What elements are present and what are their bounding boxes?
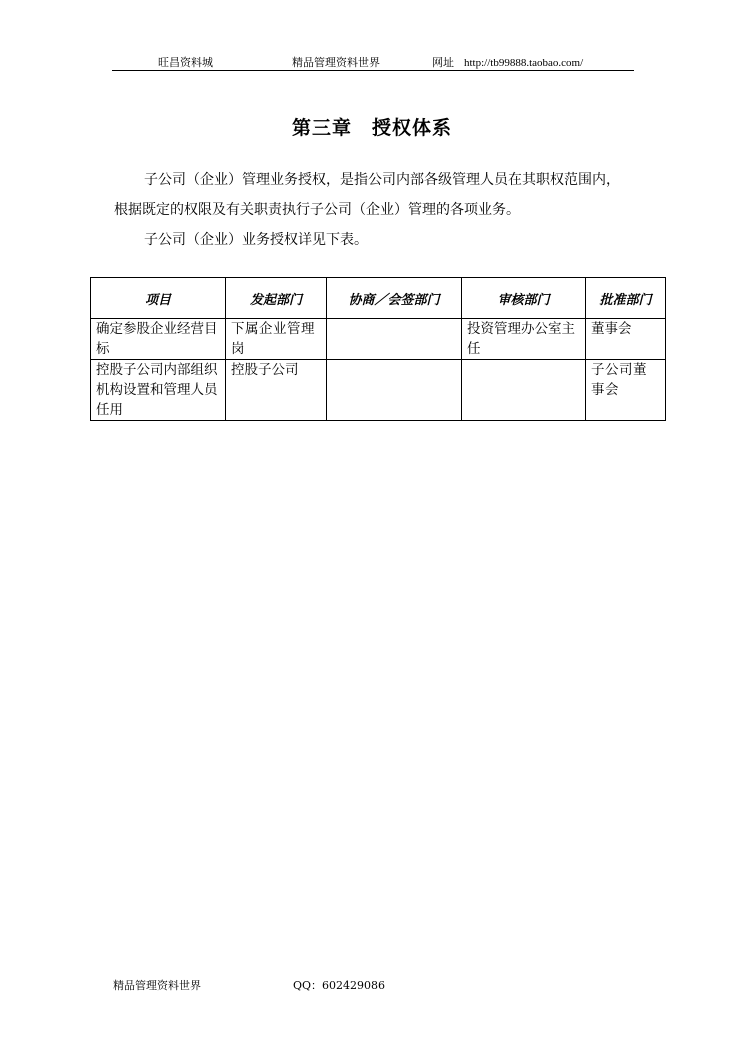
- column-header-review: 审核部门: [462, 278, 586, 319]
- table-row: [91, 319, 666, 360]
- header-url-label: 网址: [432, 56, 454, 69]
- column-header-initiator: 发起部门: [226, 278, 327, 319]
- table-row: [91, 360, 666, 421]
- header-middle-text: 精品管理资料世界: [292, 56, 380, 69]
- header-url-block: [432, 54, 583, 70]
- header-url-link[interactable]: http://tb99888.taobao.com/: [464, 57, 584, 69]
- table-cell: 控股子公司内部组织机构设置和管理人员任用: [91, 360, 226, 421]
- table-cell: 控股子公司: [226, 360, 327, 421]
- table-cell: 董事会: [586, 319, 666, 360]
- column-header-item: 项目: [91, 278, 226, 319]
- table-cell: 确定参股企业经营目标: [91, 319, 226, 360]
- table-cell: 下属企业管理岗: [226, 319, 327, 360]
- table-cell: [327, 360, 462, 421]
- chapter-title: 第三章 授权体系: [291, 117, 452, 139]
- table-cell: 投资管理办公室主任: [462, 319, 586, 360]
- paragraph-2: 根据既定的权限及有关职责执行子公司（企业）管理的各项业务。: [114, 202, 520, 218]
- table-cell: 子公司董事会: [586, 360, 666, 421]
- footer-qq-text: QQ：602429086: [293, 979, 386, 992]
- footer-left-text: 精品管理资料世界: [113, 979, 201, 992]
- table-header-row: [91, 278, 666, 319]
- header-left-text: 旺昌资料城: [158, 56, 213, 69]
- column-header-approve: 批准部门: [586, 278, 666, 319]
- table-cell: [327, 319, 462, 360]
- paragraph-3: 子公司（企业）业务授权详见下表。: [144, 232, 368, 248]
- page-header: [112, 52, 634, 71]
- table-cell: [462, 360, 586, 421]
- authorization-table: [90, 277, 666, 421]
- paragraph-1: 子公司（企业）管理业务授权，是指公司内部各级管理人员在其职权范围内，: [144, 172, 620, 188]
- column-header-consult: 协商／会签部门: [327, 278, 462, 319]
